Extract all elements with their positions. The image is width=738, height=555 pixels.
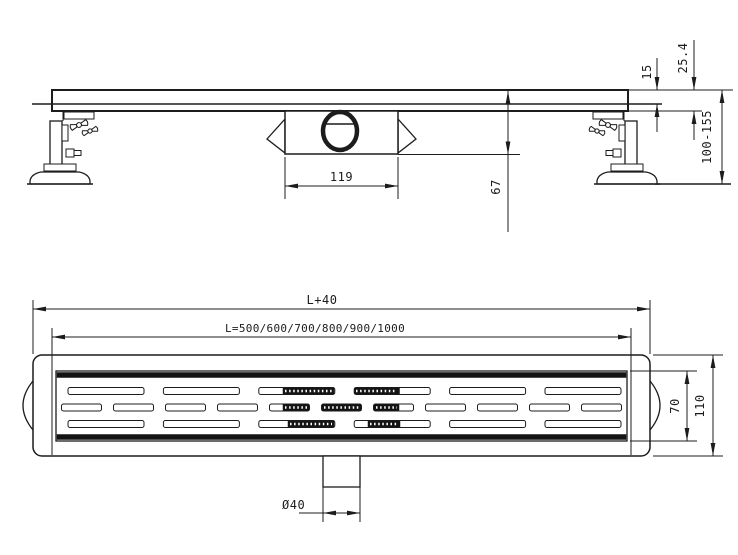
- wing-nut-icon: [82, 126, 99, 136]
- foot-slider-sleeve: [62, 125, 68, 141]
- grate-slot: [545, 421, 621, 428]
- adjustable-foot-right: [589, 111, 660, 184]
- grate-frame-bottom-band: [57, 435, 626, 440]
- dim-outlet-diameter: [282, 487, 360, 522]
- dim-grate-height: [640, 58, 657, 132]
- dim-install-height-label: 100-155: [700, 109, 714, 165]
- wing-nut-icon: [70, 119, 89, 130]
- clamp-bracket: [64, 112, 94, 119]
- clamp-bracket: [593, 112, 623, 119]
- foot-base-dome: [597, 172, 657, 184]
- grate-slot-open: [374, 405, 399, 411]
- siphon-trap: [267, 111, 416, 154]
- grate-frame-top-band: [57, 373, 626, 378]
- foot-base-dome: [30, 172, 90, 184]
- plan-view: [23, 293, 723, 522]
- grate-slot: [530, 404, 570, 411]
- dim-grate-height-label: 15: [640, 64, 654, 80]
- foot-post: [50, 121, 62, 170]
- dim-trap-depth-label: 67: [489, 179, 503, 195]
- trap-wing-right: [398, 119, 416, 153]
- grate-slot-open: [283, 405, 309, 411]
- grate-slot: [163, 388, 239, 395]
- grate-slot: [450, 421, 526, 428]
- dim-outlet-diameter-label: Ø40: [282, 498, 306, 512]
- grate-slot-row-middle: [62, 404, 622, 411]
- locking-knob-tip: [606, 151, 613, 156]
- locking-knob: [66, 149, 74, 157]
- grate-slot: [218, 404, 258, 411]
- trap-body: [285, 111, 398, 154]
- grate-slot: [450, 388, 526, 395]
- dim-trap-depth: [398, 91, 520, 232]
- dim-overall-length-label: L+40: [306, 293, 338, 307]
- foot-collar: [44, 164, 76, 171]
- foot-post: [625, 121, 637, 170]
- dim-grate-width-label: 70: [668, 398, 682, 414]
- dim-channel-length-label: L=500/600/700/800/900/1000: [225, 322, 405, 335]
- side-view: [27, 40, 733, 232]
- locking-knob-tip: [74, 151, 81, 156]
- dim-install-height: [700, 90, 722, 184]
- grate-slot: [166, 404, 206, 411]
- dim-trap-width: [285, 157, 398, 199]
- grate: [56, 371, 627, 441]
- dim-trap-width-label: 119: [329, 170, 354, 184]
- end-connector-left: [23, 381, 33, 430]
- wing-nut-icon: [599, 119, 618, 130]
- grate-slot: [582, 404, 622, 411]
- channel-body-profile: [52, 90, 628, 111]
- end-connector-right: [650, 381, 660, 430]
- foot-collar: [611, 164, 643, 171]
- foot-slider-sleeve: [619, 125, 625, 141]
- grate-slot: [478, 404, 518, 411]
- grate-slot: [163, 421, 239, 428]
- outlet-stub: [323, 456, 360, 487]
- grate-slot: [62, 404, 102, 411]
- adjustable-foot-left: [27, 111, 98, 184]
- wing-nut-icon: [589, 126, 606, 136]
- grate-slot: [114, 404, 154, 411]
- grate-slot: [426, 404, 466, 411]
- trap-wing-left: [267, 119, 285, 153]
- locking-knob: [613, 149, 621, 157]
- dim-edge-height-label: 25.4: [676, 42, 690, 74]
- grate-slot: [545, 388, 621, 395]
- dim-flange-width-label: 110: [693, 394, 707, 418]
- grate-slot: [68, 388, 144, 395]
- grate-slot: [68, 421, 144, 428]
